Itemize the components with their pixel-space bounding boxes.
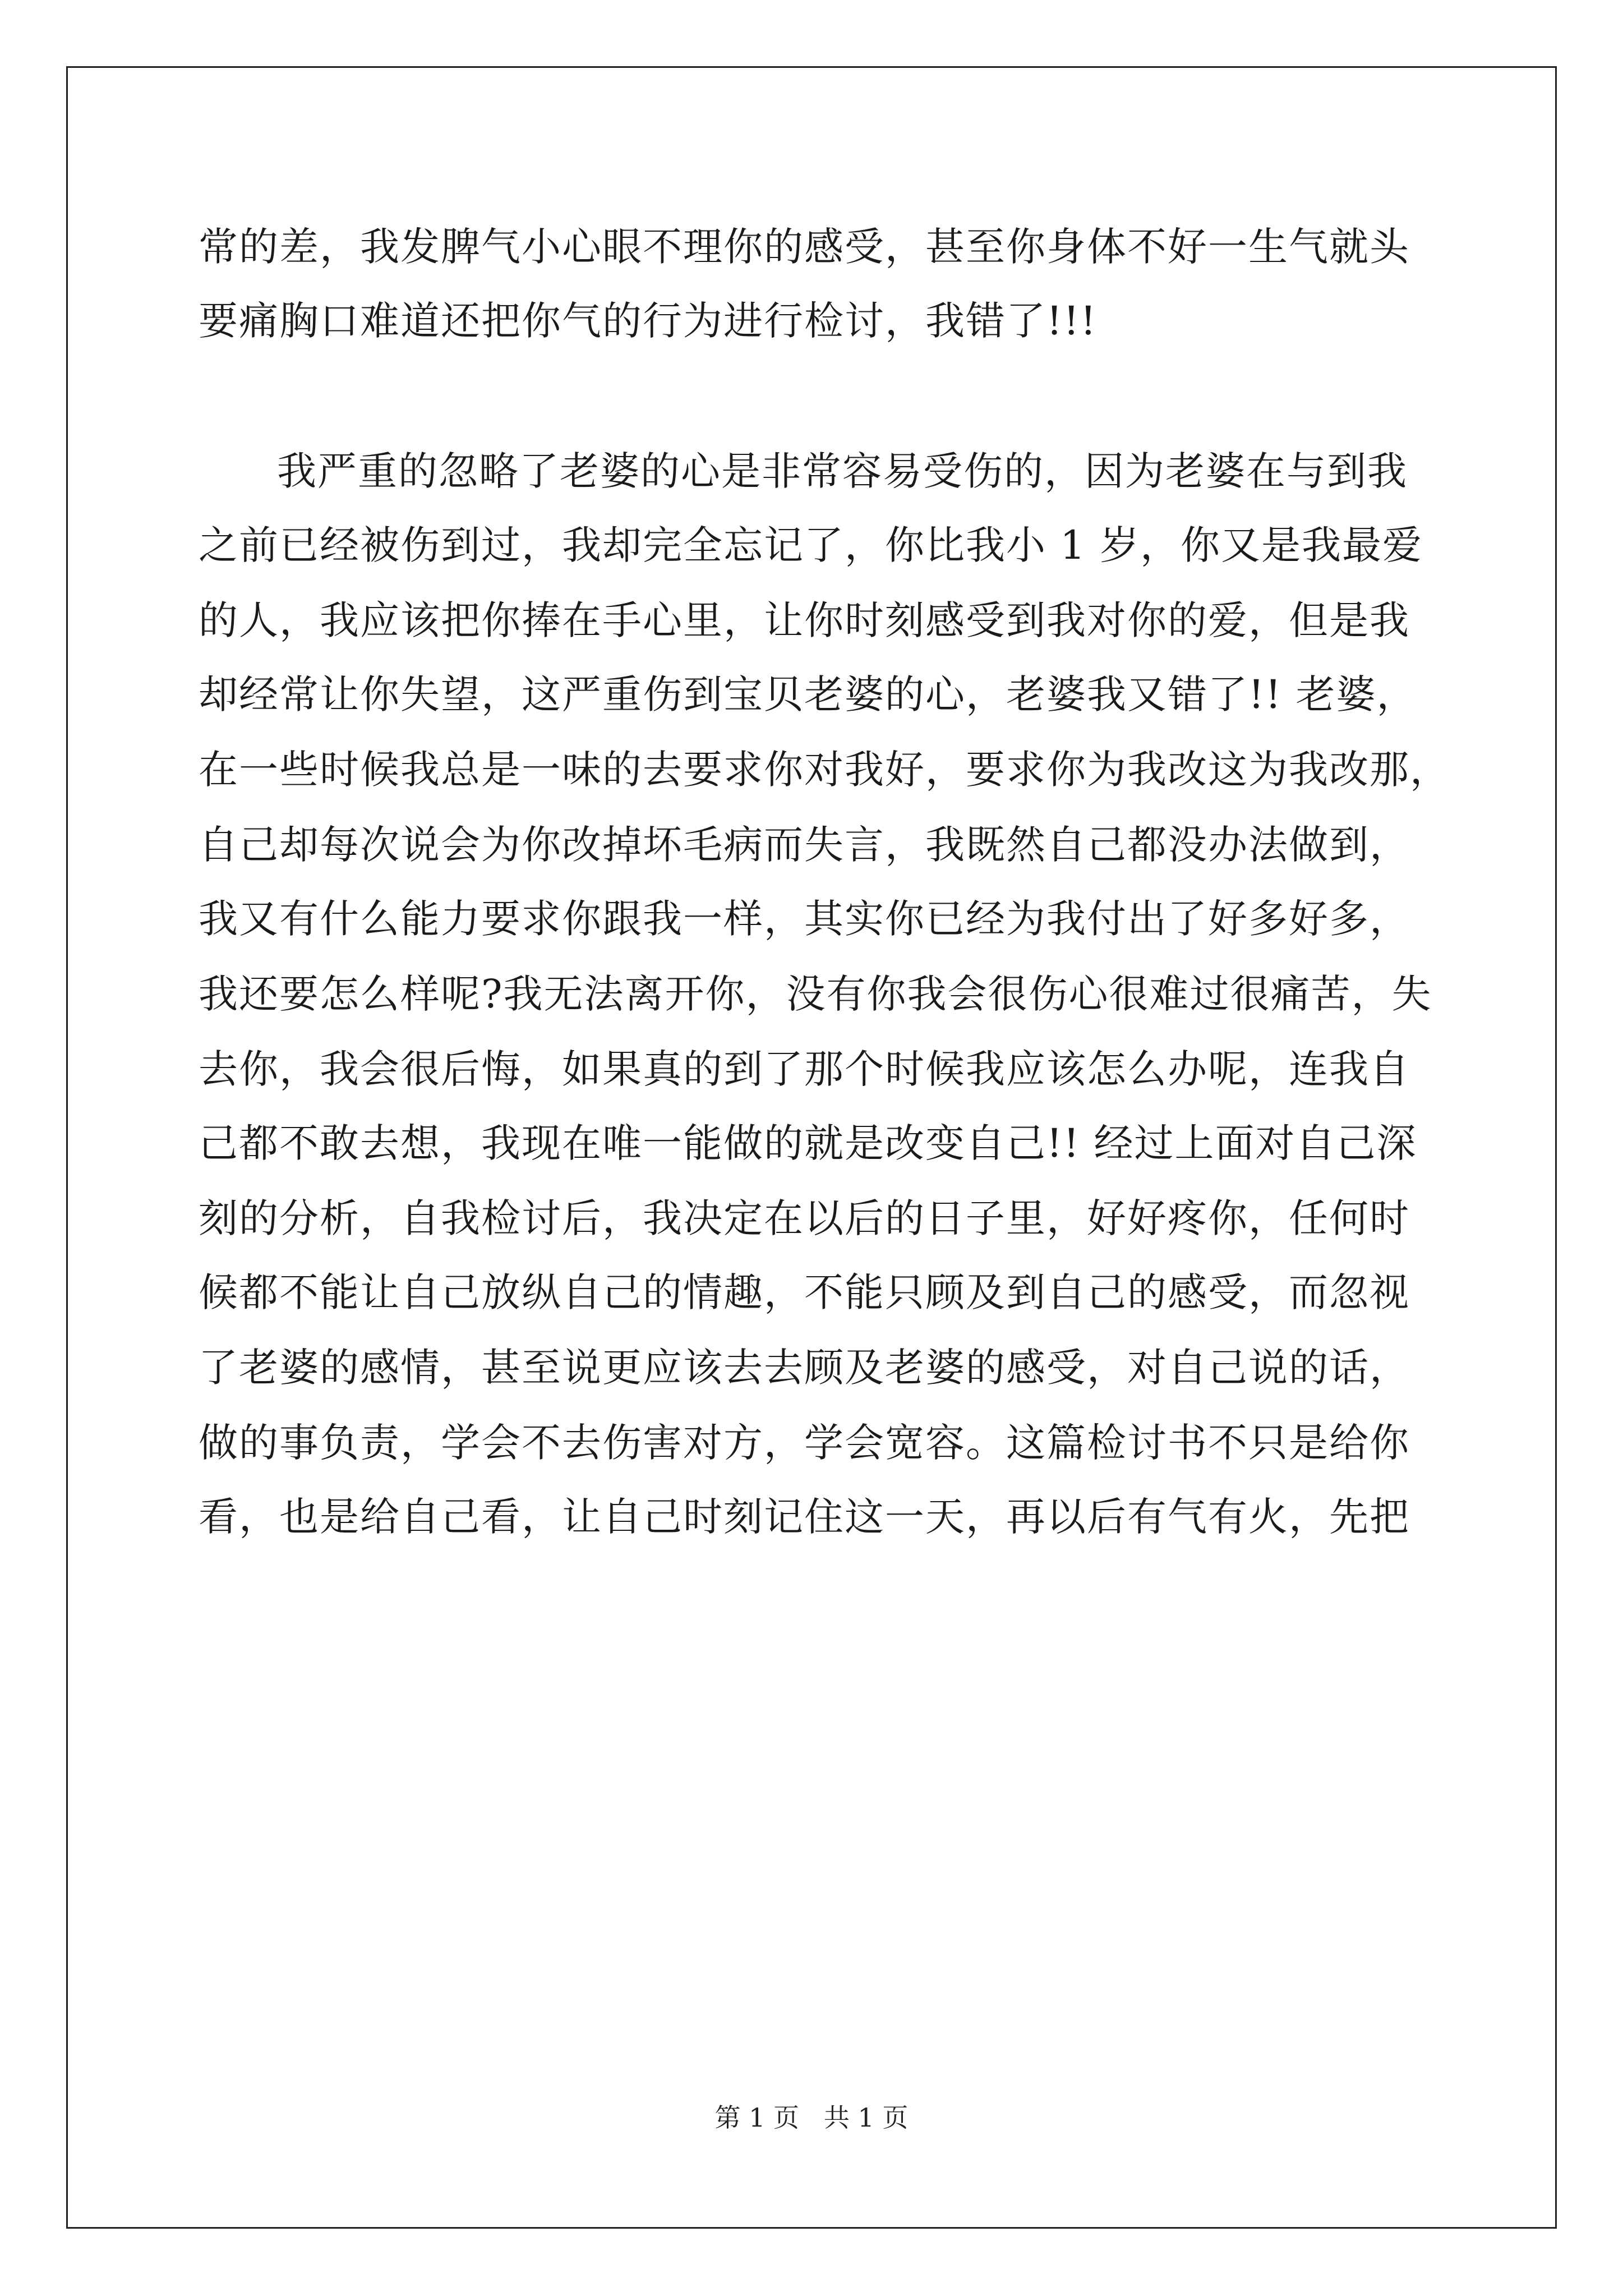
text-line: 在一些时候我总是一味的去要求你对我好，要求你为我改这为我改那， <box>199 747 1450 793</box>
text-line: 之前已经被伤到过，我却完全忘记了，你比我小 1 岁，你又是我最爱 <box>199 522 1423 568</box>
paragraph-first-line: 我严重的忽略了老婆的心是非常容易受伤的，因为老婆在与到我 <box>277 448 1408 494</box>
text-line: 我还要怎么样呢?我无法离开你，没有你我会很伤心很难过很痛苦，失 <box>199 971 1432 1017</box>
text-line: 了老婆的感情，甚至说更应该去去顾及老婆的感受，对自己说的话， <box>199 1345 1410 1391</box>
text-line: 我又有什么能力要求你跟我一样，其实你已经为我付出了好多好多， <box>199 896 1410 942</box>
text-line: 己都不敢去想，我现在唯一能做的就是改变自己!! 经过上面对自己深 <box>199 1120 1417 1166</box>
text-line: 做的事负责，学会不去伤害对方，学会宽容。这篇检讨书不只是给你 <box>199 1420 1410 1466</box>
text-line: 去你，我会很后悔，如果真的到了那个时候我应该怎么办呢，连我自 <box>199 1046 1410 1092</box>
text-line: 看，也是给自己看，让自己时刻记住这一天，再以后有气有火，先把 <box>199 1494 1410 1540</box>
page-footer: 第 1 页 共 1 页 <box>714 2102 909 2133</box>
text-line: 候都不能让自己放纵自己的情趣，不能只顾及到自己的感受，而忽视 <box>199 1269 1410 1315</box>
text-line: 自己却每次说会为你改掉坏毛病而失言，我既然自己都没办法做到， <box>199 822 1410 868</box>
text-line: 常的差，我发脾气小心眼不理你的感受，甚至你身体不好一生气就头 <box>199 224 1410 270</box>
text-line: 要痛胸口难道还把你气的行为进行检讨，我错了!!! <box>199 298 1098 344</box>
text-line: 却经常让你失望，这严重伤到宝贝老婆的心，老婆我又错了!! 老婆， <box>199 671 1417 717</box>
text-line: 刻的分析，自我检讨后，我决定在以后的日子里，好好疼你，任何时 <box>199 1195 1410 1241</box>
text-line: 的人，我应该把你捧在手心里，让你时刻感受到我对你的爱，但是我 <box>199 597 1410 643</box>
